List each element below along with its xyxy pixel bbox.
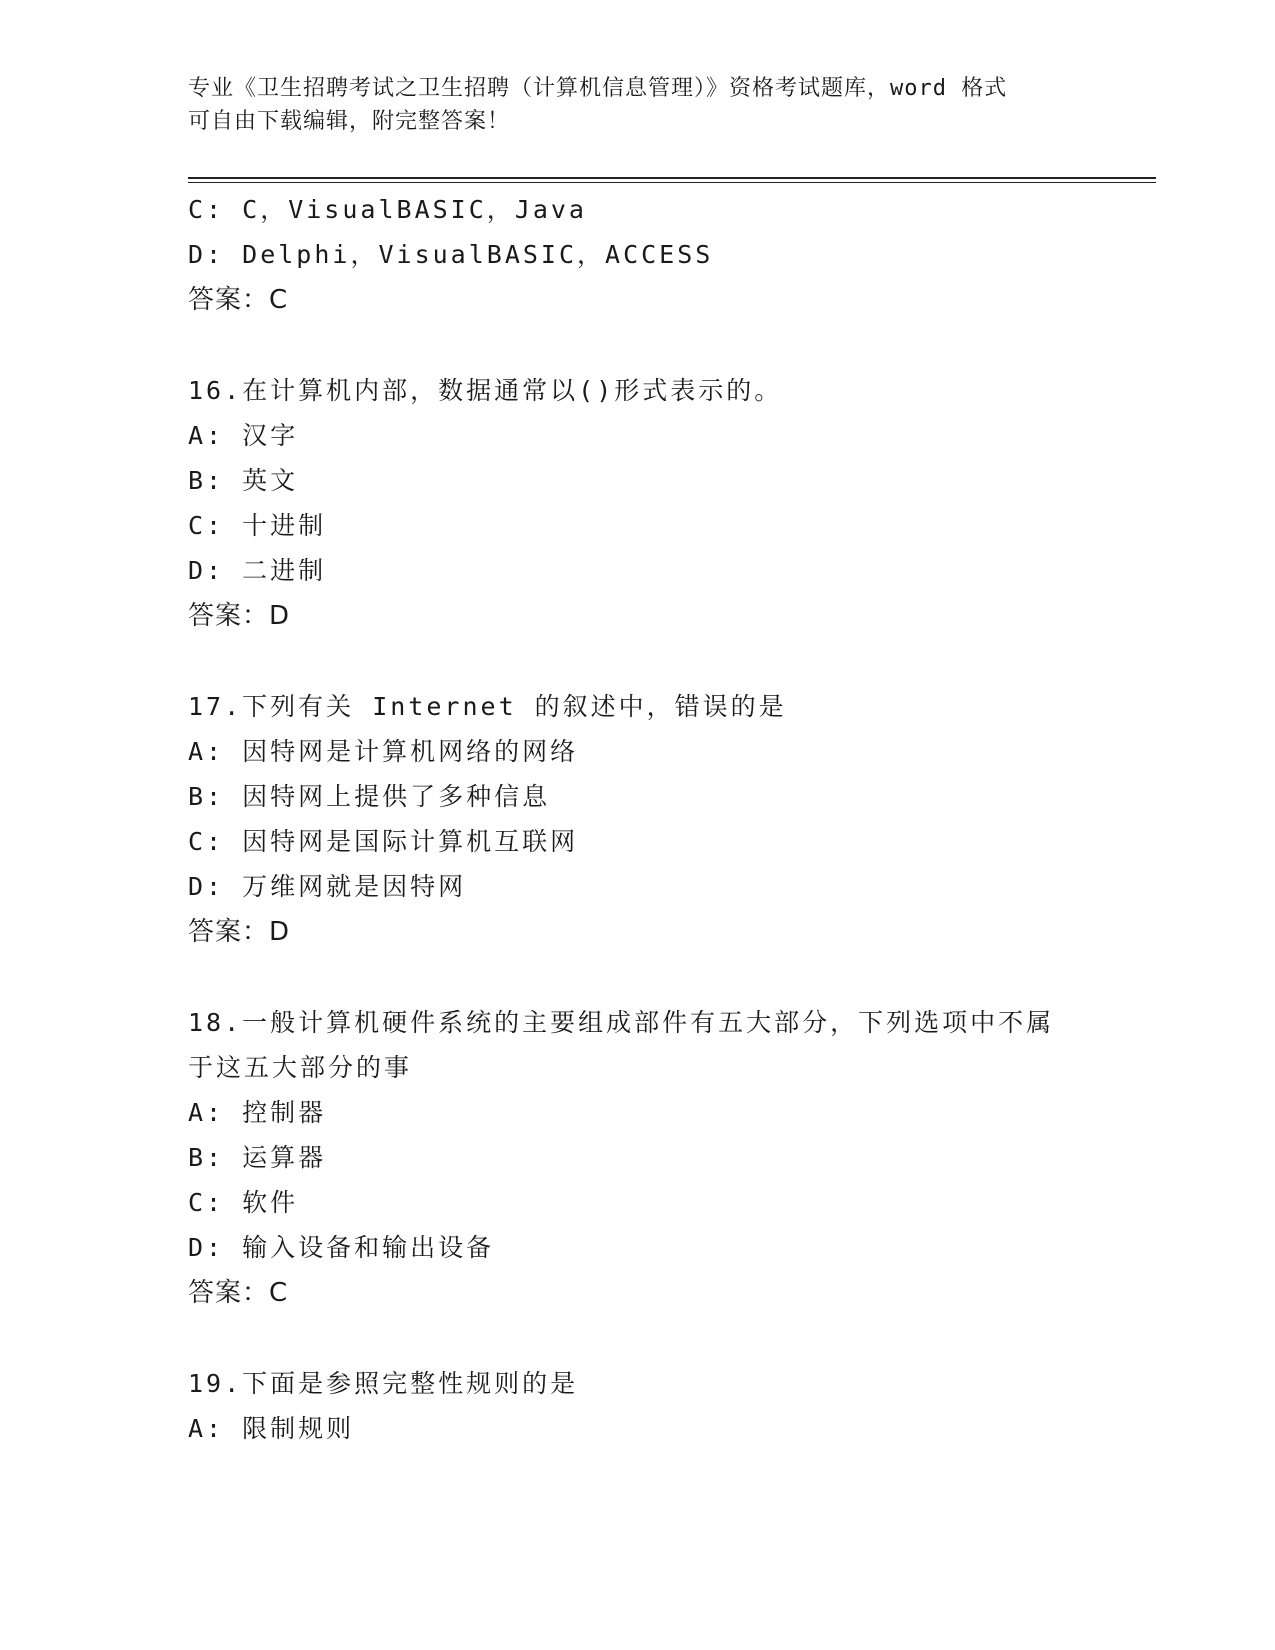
q16-question: 16.在计算机内部，数据通常以()形式表示的。 — [188, 376, 783, 405]
header-line-1: 专业《卫生招聘考试之卫生招聘（计算机信息管理）》资格考试题库，word 格式 — [188, 76, 1008, 101]
document-header — [188, 72, 1088, 138]
q17-answer: 答案：D — [188, 917, 291, 947]
q17-question: 17.下列有关 Internet 的叙述中，错误的是 — [188, 692, 787, 721]
q18-question-line-1: 18.一般计算机硬件系统的主要组成部件有五大部分，下列选项中不属 — [188, 1008, 1055, 1037]
q19-question: 19.下面是参照完整性规则的是 — [188, 1369, 579, 1398]
q18-option-a: A: 控制器 — [188, 1098, 327, 1127]
q16-option-a: A: 汉字 — [188, 421, 299, 450]
q18-option-c: C: 软件 — [188, 1188, 299, 1217]
header-line-2: 可自由下载编辑，附完整答案！ — [188, 109, 511, 134]
q15-option-c: C: C，VisualBASIC，Java — [188, 195, 587, 224]
q17-option-b: B: 因特网上提供了多种信息 — [188, 782, 551, 811]
q16-option-c: C: 十进制 — [188, 511, 327, 540]
q17-option-d: D: 万维网就是因特网 — [188, 872, 467, 901]
q18-option-d: D: 输入设备和输出设备 — [188, 1233, 495, 1262]
q18-question-line-2: 于这五大部分的事 — [188, 1053, 413, 1082]
q16-option-d: D: 二进制 — [188, 556, 327, 585]
q17-option-c: C: 因特网是国际计算机互联网 — [188, 827, 579, 856]
q15-answer: 答案：C — [188, 285, 289, 315]
q18-answer: 答案：C — [188, 1278, 289, 1308]
header-divider-thin — [188, 182, 1156, 183]
q16-option-b: B: 英文 — [188, 466, 299, 495]
q15-option-d: D: Delphi，VisualBASIC，ACCESS — [188, 240, 714, 269]
q19-option-a: A: 限制规则 — [188, 1414, 355, 1443]
header-divider-thick — [188, 177, 1156, 179]
q16-answer: 答案：D — [188, 601, 291, 631]
q17-option-a: A: 因特网是计算机网络的网络 — [188, 737, 579, 766]
q18-option-b: B: 运算器 — [188, 1143, 327, 1172]
